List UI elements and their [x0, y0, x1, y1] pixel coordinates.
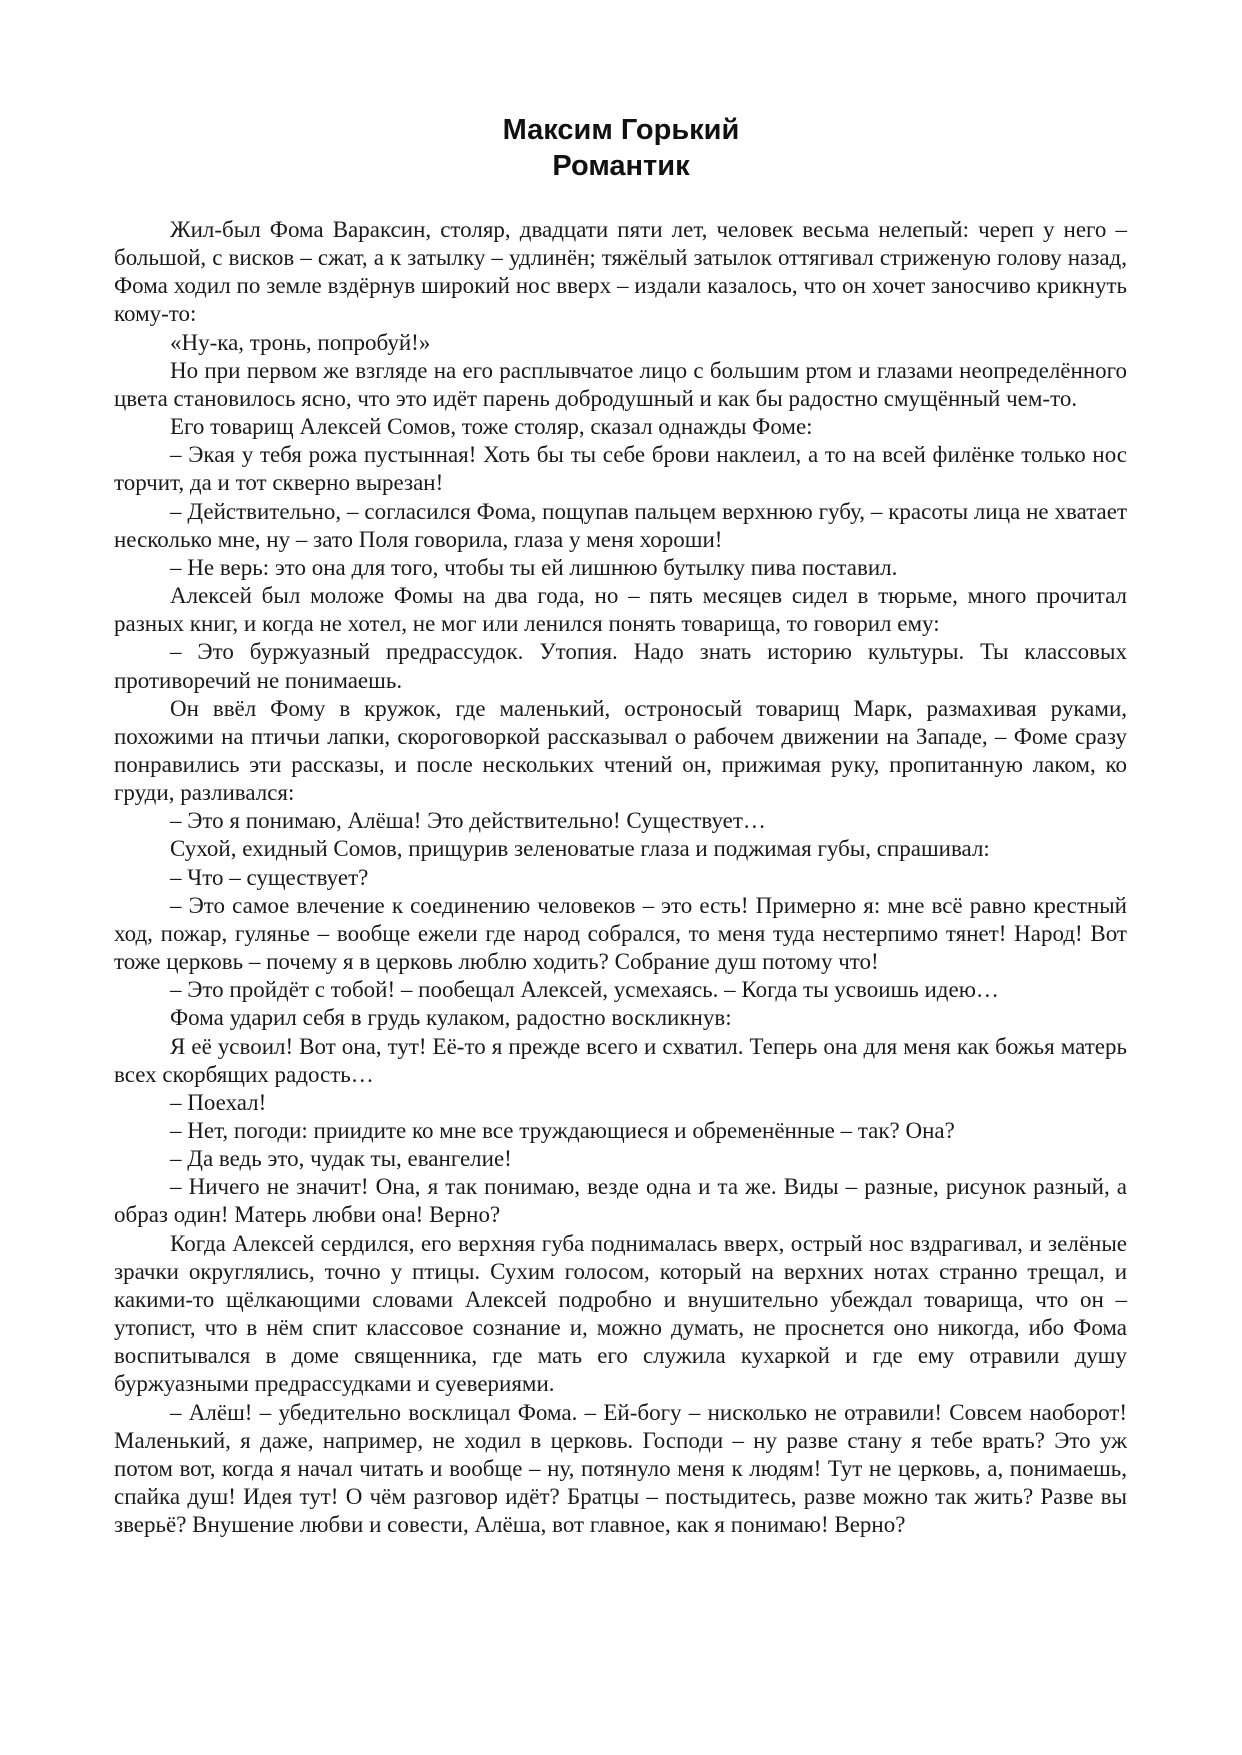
document-body [114, 216, 1127, 1539]
author-name: Максим Горький [502, 114, 740, 146]
document-header [0, 112, 1242, 184]
paragraph: Жил-был Фома Вараксин, столяр, двадцати пяти лет, человек весьма нелепый: череп у него – большой, с висков – сжат, а к затылку – удлинён; тяжёлый затылок оттягивал стриженую голову назад, Фома ходил по земле вздёрнув широкий нос вверх – издали казалось, что он хочет заносчиво крикнуть кому-то: [114, 217, 1127, 327]
paragraph: – Ничего не значит! Она, я так понимаю, везде одна и та же. Виды – разные, рисунок разный, а образ один! Матерь любви она! Верно? [114, 1174, 1127, 1228]
paragraph: Но при первом же взгляде на его расплывчатое лицо с большим ртом и глазами неопределённого цвета становилось ясно, что это идёт парень добродушный и как бы радостно смущённый чем-то. [114, 357, 1127, 411]
paragraph: Сухой, ехидный Сомов, прищурив зеленоватые глаза и поджимая губы, спрашивал: [170, 836, 990, 862]
document-title: Романтик [552, 150, 690, 182]
paragraph: – Это пройдёт с тобой! – пообещал Алексей, усмехаясь. – Когда ты усвоишь идею… [170, 977, 999, 1003]
paragraph: – Действительно, – согласился Фома, пощупав пальцем верхнюю губу, – красоты лица не хватает несколько мне, ну – зато Поля говорила, глаза у меня хороши! [114, 498, 1127, 552]
paragraph: – Не верь: это она для того, чтобы ты ей лишнюю бутылку пива поставил. [170, 554, 898, 580]
paragraph: – Это самое влечение к соединению человеков – это есть! Примерно я: мне всё равно крестный ход, пожар, гулянье – вообще ежели где народ собрался, то меня туда нестерпимо тянет! Народ! Вот тоже церковь – почему я в церковь люблю ходить? Собрание душ потому что! [114, 892, 1127, 975]
paragraph: – Это буржуазный предрассудок. Утопия. Надо знать историю культуры. Ты классовых противоречий не понимаешь. [114, 639, 1127, 693]
paragraph: – Что – существует? [170, 864, 369, 890]
paragraph: Алексей был моложе Фомы на два года, но – пять месяцев сидел в тюрьме, много прочитал разных книг, и когда не хотел, не мог или ленился понять товарища, то говорил ему: [114, 583, 1127, 637]
paragraph: «Ну-ка, тронь, попробуй!» [170, 329, 431, 355]
paragraph: – Экая у тебя рожа пустынная! Хоть бы ты себе брови наклеил, а то на всей филёнке только нос торчит, да и тот скверно вырезан! [114, 442, 1127, 496]
paragraph: Фома ударил себя в грудь кулаком, радостно воскликнув: [170, 1005, 732, 1031]
paragraph: Когда Алексей сердился, его верхняя губа поднималась вверх, острый нос вздрагивал, и зелёные зрачки округлялись, точно у птицы. Сухим голосом, который на верхних нотах странно трещал, и какими-то щёлкающими словами Алексей подробно и внушительно убеждал товарища, что он – утопист, что в нём спит классовое сознание и, можно думать, не проснется оно никогда, ибо Фома воспитывался в доме священника, где мать его служила кухаркой и где ему отравили душу буржуазными предрассудками и суевериями. [114, 1230, 1127, 1397]
paragraph: Его товарищ Алексей Сомов, тоже столяр, сказал однажды Фоме: [170, 414, 813, 440]
paragraph: – Да ведь это, чудак ты, евангелие! [170, 1146, 512, 1172]
paragraph: – Поехал! [170, 1089, 267, 1115]
paragraph: Он ввёл Фому в кружок, где маленький, остроносый товарищ Марк, размахивая руками, похожими на птичьи лапки, скороговоркой рассказывал о рабочем движении на Западе, – Фоме сразу понравились эти рассказы, и после нескольких чтений он, прижимая руку, пропитанную лаком, ко груди, разливался: [114, 695, 1127, 806]
paragraph: Я её усвоил! Вот она, тут! Её-то я прежде всего и схватил. Теперь она для меня как божья матерь всех скорбящих радость… [114, 1033, 1127, 1087]
paragraph: – Нет, погоди: приидите ко мне все труждающиеся и обременённые – так? Она? [170, 1118, 955, 1143]
paragraph: – Это я понимаю, Алёша! Это действительно! Существует… [170, 808, 766, 834]
paragraph: – Алёш! – убедительно восклицал Фома. – Ей-богу – нисколько не отравили! Совсем наоборот! Маленький, я даже, например, не ходил в церковь. Господи – ну разве стану я тебе врать? Это уж потом вот, когда я начал читать и вообще – ну, потянуло меня к людям! Тут не церковь, а, понимаешь, спайка душ! Идея тут! О чём разговор идёт? Братцы – постыдитесь, разве можно так жить? Разве вы зверьё? Внушение любви и совести, Алёша, вот главное, как я понимаю! Верно? [114, 1399, 1127, 1538]
